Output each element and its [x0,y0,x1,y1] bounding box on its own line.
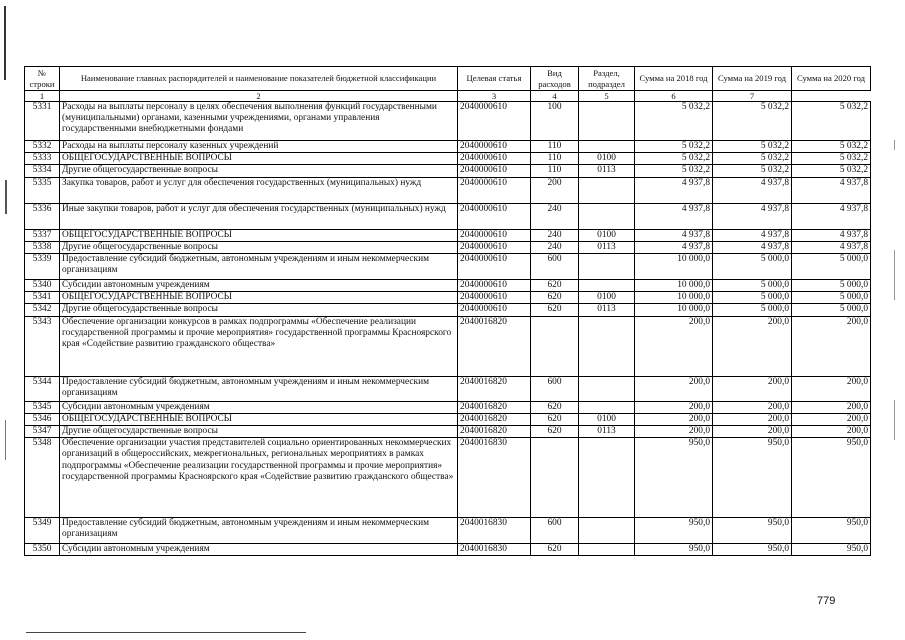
row-name: Обеспечение организации конкурсов в рамках подпрограммы «Обеспечение реализации государственной программы и прочие мероприятия» государственной программы Красноярского края «Содействие развитию гражданского общества» [60,316,458,376]
row-number: 5333 [25,153,60,165]
row-expense-type: 600 [531,518,579,544]
row-number: 5350 [25,544,60,556]
row-name: Другие общегосударственные вопросы [60,165,458,177]
column-number: 2 [60,91,458,102]
row-section: 0113 [579,304,635,316]
row-section [579,544,635,556]
column-number: 1 [25,91,60,102]
row-section: 0113 [579,241,635,253]
row-name: Субсидии автономным учреждениям [60,401,458,413]
row-sum-2018: 4 937,8 [635,177,713,203]
table-row [25,203,871,229]
row-target-article: 2040016830 [458,438,531,518]
row-number: 5332 [25,141,60,153]
row-section [579,254,635,280]
row-sum-2018: 10 000,0 [635,304,713,316]
row-sum-2019: 5 032,2 [713,165,792,177]
row-sum-2020: 5 032,2 [792,102,871,141]
row-sum-2018: 200,0 [635,316,713,376]
row-sum-2020: 5 000,0 [792,254,871,280]
header-expense-type: Вид расходов [531,67,579,91]
row-sum-2019: 200,0 [713,413,792,425]
row-sum-2018: 950,0 [635,544,713,556]
row-name: ОБЩЕГОСУДАРСТВЕННЫЕ ВОПРОСЫ [60,229,458,241]
row-number: 5347 [25,426,60,438]
row-target-article: 2040016830 [458,518,531,544]
row-target-article: 2040000610 [458,304,531,316]
row-name: Субсидии автономным учреждениям [60,544,458,556]
row-section [579,203,635,229]
row-expense-type: 600 [531,254,579,280]
row-target-article: 2040000610 [458,141,531,153]
row-sum-2018: 950,0 [635,438,713,518]
table-row [25,141,871,153]
row-sum-2019: 5 000,0 [713,292,792,304]
row-number: 5348 [25,438,60,518]
row-section: 0100 [579,153,635,165]
row-sum-2020: 200,0 [792,376,871,401]
row-name: Расходы на выплаты персоналу казенных учреждений [60,141,458,153]
row-expense-type: 110 [531,153,579,165]
row-target-article: 2040016820 [458,401,531,413]
table-row [25,177,871,203]
table-row [25,153,871,165]
row-sum-2019: 200,0 [713,401,792,413]
row-number: 5337 [25,229,60,241]
row-target-article: 2040016830 [458,544,531,556]
row-sum-2020: 5 000,0 [792,280,871,292]
row-expense-type: 110 [531,165,579,177]
row-target-article: 2040000610 [458,254,531,280]
row-section [579,438,635,518]
row-sum-2018: 10 000,0 [635,280,713,292]
row-sum-2020: 950,0 [792,544,871,556]
row-sum-2018: 200,0 [635,413,713,425]
row-expense-type: 620 [531,401,579,413]
row-number: 5349 [25,518,60,544]
scan-edge-mark [4,6,6,80]
row-number: 5340 [25,280,60,292]
row-expense-type: 240 [531,203,579,229]
row-expense-type: 110 [531,141,579,153]
row-sum-2020: 5 032,2 [792,165,871,177]
column-number: 6 [635,91,713,102]
table-row [25,304,871,316]
row-expense-type: 620 [531,304,579,316]
table-row [25,292,871,304]
row-name: Другие общегосударственные вопросы [60,426,458,438]
table-row [25,426,871,438]
table-row [25,544,871,556]
row-expense-type: 620 [531,413,579,425]
header-row-no: № строки [25,67,60,91]
row-section: 0113 [579,426,635,438]
column-number: 5 [579,91,635,102]
row-expense-type: 620 [531,544,579,556]
row-sum-2018: 5 032,2 [635,141,713,153]
row-sum-2019: 5 000,0 [713,254,792,280]
budget-table [24,66,871,556]
row-name: ОБЩЕГОСУДАРСТВЕННЫЕ ВОПРОСЫ [60,153,458,165]
row-sum-2018: 4 937,8 [635,241,713,253]
row-expense-type: 100 [531,102,579,141]
table-row [25,229,871,241]
row-sum-2020: 200,0 [792,316,871,376]
row-sum-2020: 5 032,2 [792,153,871,165]
row-sum-2020: 950,0 [792,438,871,518]
row-section [579,177,635,203]
column-number: 7 [713,91,792,102]
row-section [579,316,635,376]
row-section [579,518,635,544]
header-sum-2019: Сумма на 2019 год [713,67,792,91]
row-section: 0113 [579,165,635,177]
row-name: Иные закупки товаров, работ и услуг для обеспечения государственных (муниципальных) нужд [60,203,458,229]
header-section: Раздел, подраздел [579,67,635,91]
row-section: 0100 [579,229,635,241]
scan-edge-mark [5,420,6,460]
row-sum-2018: 200,0 [635,376,713,401]
row-sum-2019: 4 937,8 [713,241,792,253]
row-section [579,141,635,153]
row-target-article: 2040000610 [458,229,531,241]
table-row [25,518,871,544]
row-sum-2020: 4 937,8 [792,203,871,229]
row-number: 5334 [25,165,60,177]
row-name: Предоставление субсидий бюджетным, автономным учреждениям и иным некоммерческим организациям [60,254,458,280]
scan-edge-mark [894,140,895,150]
row-section: 0100 [579,292,635,304]
row-target-article: 2040000610 [458,165,531,177]
row-name: Субсидии автономным учреждениям [60,280,458,292]
row-sum-2018: 200,0 [635,401,713,413]
row-target-article: 2040000610 [458,203,531,229]
row-target-article: 2040000610 [458,280,531,292]
row-number: 5344 [25,376,60,401]
row-sum-2020: 4 937,8 [792,229,871,241]
row-number: 5331 [25,102,60,141]
row-target-article: 2040016820 [458,413,531,425]
header-name: Наименование главных распорядителей и наименование показателей бюджетной классификации [60,67,458,91]
row-section [579,401,635,413]
scan-edge-mark [5,180,7,214]
row-expense-type [531,438,579,518]
row-sum-2018: 5 032,2 [635,153,713,165]
row-sum-2019: 5 000,0 [713,280,792,292]
row-sum-2019: 5 000,0 [713,304,792,316]
column-number-row [25,91,871,102]
row-expense-type: 620 [531,426,579,438]
table-row [25,165,871,177]
row-section [579,280,635,292]
row-name: ОБЩЕГОСУДАРСТВЕННЫЕ ВОПРОСЫ [60,292,458,304]
row-sum-2018: 4 937,8 [635,229,713,241]
row-expense-type: 620 [531,280,579,292]
row-sum-2020: 4 937,8 [792,241,871,253]
row-target-article: 2040016820 [458,426,531,438]
scan-edge-mark [894,400,895,440]
table-header [25,67,871,102]
row-name: Расходы на выплаты персоналу в целях обеспечения выполнения функций государственными (муниципальными) органами, казенными учреждениями, органами управления государственными внебюджетными фондами [60,102,458,141]
header-sum-2018: Сумма на 2018 год [635,67,713,91]
row-sum-2018: 5 032,2 [635,165,713,177]
row-sum-2019: 4 937,8 [713,229,792,241]
table-row [25,413,871,425]
row-expense-type [531,316,579,376]
row-sum-2018: 10 000,0 [635,254,713,280]
row-expense-type: 620 [531,292,579,304]
row-sum-2019: 200,0 [713,376,792,401]
table-row [25,401,871,413]
row-sum-2018: 950,0 [635,518,713,544]
row-target-article: 2040000610 [458,241,531,253]
row-section: 0100 [579,413,635,425]
row-number: 5339 [25,254,60,280]
table-row [25,376,871,401]
row-target-article: 2040016820 [458,376,531,401]
row-sum-2019: 4 937,8 [713,203,792,229]
row-sum-2020: 5 000,0 [792,292,871,304]
row-sum-2019: 200,0 [713,426,792,438]
table-row [25,316,871,376]
row-sum-2019: 200,0 [713,316,792,376]
row-sum-2019: 5 032,2 [713,102,792,141]
footer-rule [26,632,306,633]
header-target-article: Целевая статья [458,67,531,91]
row-sum-2019: 4 937,8 [713,177,792,203]
row-name: Другие общегосударственные вопросы [60,304,458,316]
row-sum-2020: 200,0 [792,413,871,425]
table-row [25,102,871,141]
table-row [25,241,871,253]
row-number: 5338 [25,241,60,253]
row-sum-2018: 5 032,2 [635,102,713,141]
row-number: 5335 [25,177,60,203]
column-number: 4 [531,91,579,102]
row-sum-2019: 5 032,2 [713,153,792,165]
column-number: 3 [458,91,531,102]
row-sum-2018: 200,0 [635,426,713,438]
row-sum-2020: 950,0 [792,518,871,544]
row-name: Предоставление субсидий бюджетным, автономным учреждениям и иным некоммерческим организациям [60,376,458,401]
table-row [25,280,871,292]
row-name: ОБЩЕГОСУДАРСТВЕННЫЕ ВОПРОСЫ [60,413,458,425]
row-sum-2020: 200,0 [792,426,871,438]
row-target-article: 2040000610 [458,102,531,141]
row-section [579,102,635,141]
row-sum-2019: 950,0 [713,438,792,518]
row-name: Обеспечение организации участия представителей социально ориентированных некоммерческих организаций в общероссийских, межрегиональных, региональных мероприятиях в рамках подпрограммы «Обеспечение реализации государственной программы и прочие мероприятия» государственной программы Красноярского края «Содействие развитию гражданского общества» [60,438,458,518]
row-expense-type: 240 [531,229,579,241]
row-sum-2019: 950,0 [713,544,792,556]
row-target-article: 2040016820 [458,316,531,376]
row-number: 5342 [25,304,60,316]
row-sum-2018: 4 937,8 [635,203,713,229]
row-expense-type: 600 [531,376,579,401]
row-name: Другие общегосударственные вопросы [60,241,458,253]
row-number: 5341 [25,292,60,304]
row-sum-2020: 200,0 [792,401,871,413]
row-target-article: 2040000610 [458,177,531,203]
row-expense-type: 240 [531,241,579,253]
table-row [25,438,871,518]
row-sum-2020: 5 032,2 [792,141,871,153]
row-target-article: 2040000610 [458,292,531,304]
row-target-article: 2040000610 [458,153,531,165]
row-number: 5345 [25,401,60,413]
table-body [25,102,871,556]
row-name: Закупка товаров, работ и услуг для обеспечения государственных (муниципальных) нужд [60,177,458,203]
row-name: Предоставление субсидий бюджетным, автономным учреждениям и иным некоммерческим организациям [60,518,458,544]
row-sum-2019: 5 032,2 [713,141,792,153]
row-number: 5346 [25,413,60,425]
row-sum-2018: 10 000,0 [635,292,713,304]
row-number: 5343 [25,316,60,376]
row-sum-2019: 950,0 [713,518,792,544]
scan-edge-mark [894,250,895,300]
row-section [579,376,635,401]
page-number: 779 [817,595,836,607]
table-row [25,254,871,280]
row-sum-2020: 4 937,8 [792,177,871,203]
header-sum-2020: Сумма на 2020 год [792,67,871,91]
row-number: 5336 [25,203,60,229]
row-expense-type: 200 [531,177,579,203]
row-sum-2020: 5 000,0 [792,304,871,316]
